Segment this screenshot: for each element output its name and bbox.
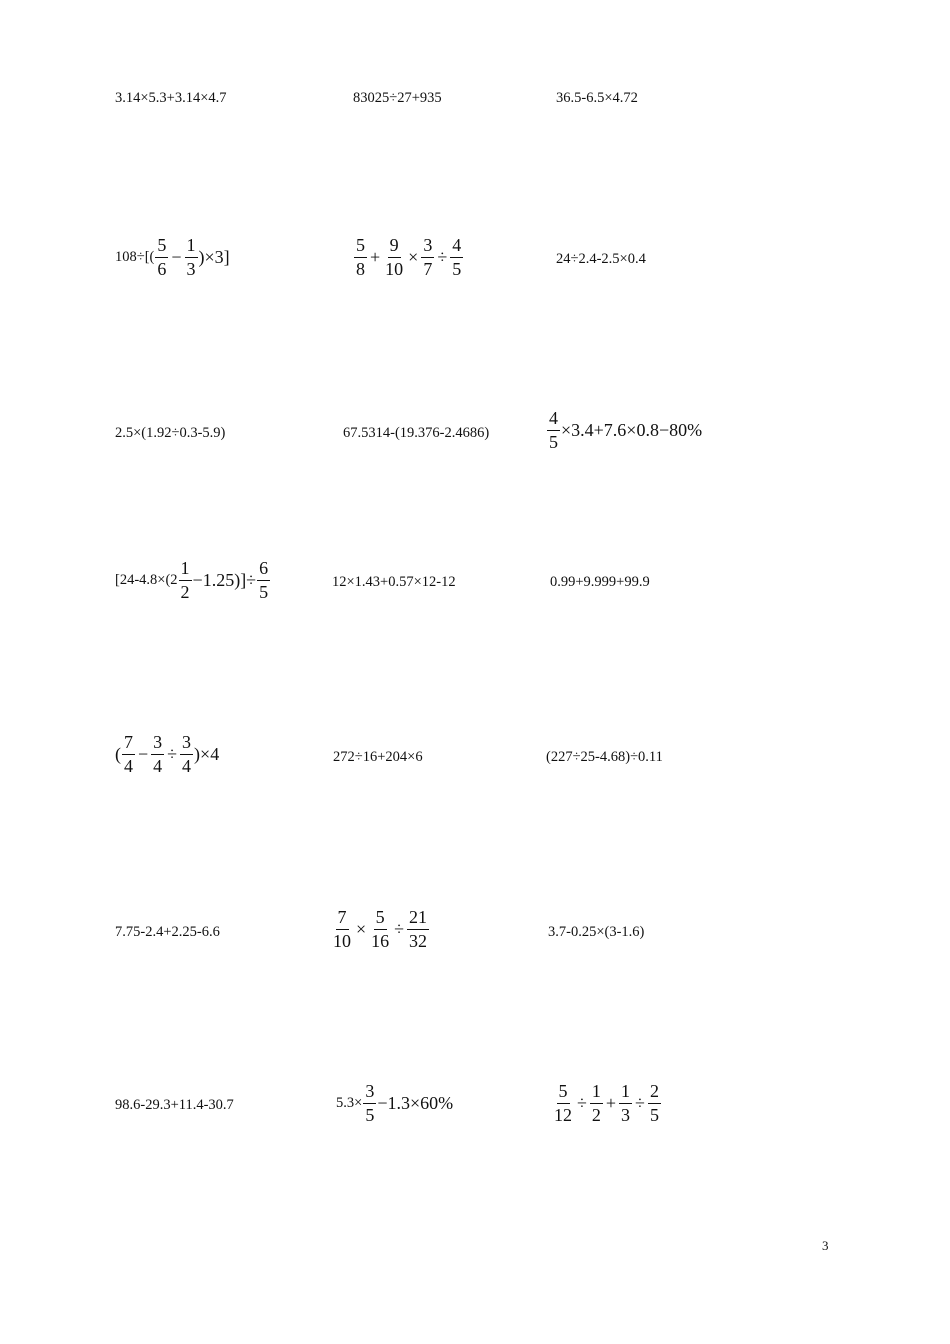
denominator: 8 — [356, 258, 365, 279]
denominator: 5 — [259, 581, 269, 602]
fraction — [407, 908, 429, 951]
expr-prefix: ( — [115, 744, 121, 765]
denominator: 5 — [365, 1104, 375, 1125]
numerator: 6 — [257, 559, 270, 581]
problem-11 — [332, 575, 456, 590]
fraction — [180, 733, 193, 776]
problem-7 — [115, 426, 225, 441]
problem-8 — [343, 426, 489, 441]
problem-5 — [353, 236, 464, 279]
fraction — [648, 1082, 661, 1125]
problem-2 — [353, 91, 442, 106]
problem-10 — [115, 559, 271, 602]
problem-3 — [556, 91, 638, 106]
numerator: 7 — [336, 908, 349, 930]
problem-15 — [546, 750, 663, 765]
problem-text: 272÷16+204×6 — [333, 749, 423, 765]
problem-text: 67.5314-(19.376-2.4686) — [343, 425, 490, 441]
fraction — [552, 1082, 574, 1125]
fraction — [421, 236, 434, 279]
denominator: 3 — [186, 258, 196, 279]
problem-text: 0.99+9.999+99.9 — [550, 574, 650, 590]
operator: ÷ — [635, 1093, 645, 1114]
problem-16 — [115, 925, 220, 940]
expr-suffix: )×3] — [198, 247, 230, 268]
fraction — [619, 1082, 632, 1125]
numerator: 5 — [557, 1082, 570, 1104]
numerator: 5 — [354, 236, 367, 258]
denominator: 2 — [180, 581, 190, 602]
denominator: 5 — [549, 431, 558, 452]
problem-text: (227÷25-4.68)÷0.11 — [546, 749, 663, 765]
operator: × — [356, 919, 367, 940]
fraction — [122, 733, 135, 776]
operator: + — [605, 1093, 617, 1114]
operator: ÷ — [437, 247, 448, 268]
numerator: 1 — [619, 1082, 632, 1104]
denominator: 2 — [591, 1104, 601, 1125]
expr-suffix: −1.3×60% — [377, 1093, 454, 1114]
numerator: 3 — [180, 733, 193, 755]
problem-14 — [333, 750, 423, 765]
fraction — [383, 236, 405, 279]
numerator: 3 — [151, 733, 164, 755]
expr-prefix: 108÷[( — [115, 249, 155, 266]
problem-text: 2.5×(1.92÷0.3-5.9) — [115, 425, 226, 441]
expr-suffix: )×4 — [194, 744, 220, 765]
problem-text: 24÷2.4-2.5×0.4 — [556, 251, 646, 267]
problem-19 — [115, 1098, 234, 1113]
fraction — [179, 559, 192, 602]
numerator: 7 — [122, 733, 135, 755]
numerator: 3 — [421, 236, 434, 258]
expr-suffix: ×3.4+7.6×0.8−80% — [561, 420, 703, 441]
denominator: 16 — [371, 930, 390, 951]
numerator: 21 — [407, 908, 429, 930]
fraction — [155, 236, 168, 279]
fraction — [331, 908, 353, 951]
expr-prefix: 5.3× — [336, 1095, 363, 1112]
fraction — [547, 409, 560, 452]
fraction — [151, 733, 164, 776]
denominator: 12 — [554, 1104, 572, 1125]
fraction — [590, 1082, 603, 1125]
numerator: 9 — [388, 236, 401, 258]
numerator: 4 — [547, 409, 560, 431]
numerator: 1 — [185, 236, 198, 258]
denominator: 4 — [182, 755, 192, 776]
numerator: 1 — [590, 1082, 603, 1104]
fraction — [450, 236, 463, 279]
problem-text: 98.6-29.3+11.4-30.7 — [115, 1097, 234, 1113]
problem-text: 36.5-6.5×4.72 — [556, 90, 638, 106]
denominator: 6 — [157, 258, 167, 279]
numerator: 5 — [374, 908, 387, 930]
operator: ÷ — [394, 919, 405, 940]
fraction — [363, 1082, 376, 1125]
problem-text: 12×1.43+0.57×12-12 — [332, 574, 456, 590]
numerator: 2 — [648, 1082, 661, 1104]
operator: ÷ — [577, 1093, 587, 1114]
operator: − — [138, 744, 149, 765]
expr-middle: −1.25)]÷ — [192, 570, 257, 591]
denominator: 10 — [333, 930, 351, 951]
denominator: 5 — [649, 1104, 659, 1125]
denominator: 32 — [409, 930, 428, 951]
operator: × — [408, 247, 419, 268]
problem-1 — [115, 91, 227, 106]
problem-18 — [548, 925, 644, 940]
operator: + — [370, 247, 381, 268]
denominator: 10 — [385, 258, 404, 279]
problem-9 — [546, 409, 702, 452]
problem-text: 3.7-0.25×(3-1.6) — [548, 924, 645, 940]
expr-prefix: [24-4.8×(2 — [115, 572, 178, 589]
problem-text: 3.14×5.3+3.14×4.7 — [115, 90, 227, 106]
problem-13 — [115, 733, 219, 776]
fraction — [369, 908, 391, 951]
problem-text: 83025÷27+935 — [353, 90, 442, 106]
problem-20 — [336, 1082, 453, 1125]
denominator: 3 — [621, 1104, 631, 1125]
problem-17 — [330, 908, 430, 951]
denominator: 7 — [423, 258, 433, 279]
numerator: 3 — [363, 1082, 376, 1104]
problem-6 — [556, 252, 646, 267]
page-number: 3 — [822, 1238, 829, 1253]
problem-21 — [551, 1082, 662, 1125]
problem-4 — [115, 236, 230, 279]
numerator: 5 — [155, 236, 168, 258]
numerator: 1 — [179, 559, 192, 581]
problem-12 — [550, 575, 650, 590]
problem-text: 7.75-2.4+2.25-6.6 — [115, 924, 220, 940]
operator: − — [171, 247, 182, 268]
fraction — [257, 559, 270, 602]
fraction — [185, 236, 198, 279]
denominator: 5 — [452, 258, 462, 279]
fraction — [354, 236, 367, 279]
denominator: 4 — [124, 755, 133, 776]
denominator: 4 — [153, 755, 163, 776]
numerator: 4 — [450, 236, 463, 258]
operator: ÷ — [167, 744, 178, 765]
